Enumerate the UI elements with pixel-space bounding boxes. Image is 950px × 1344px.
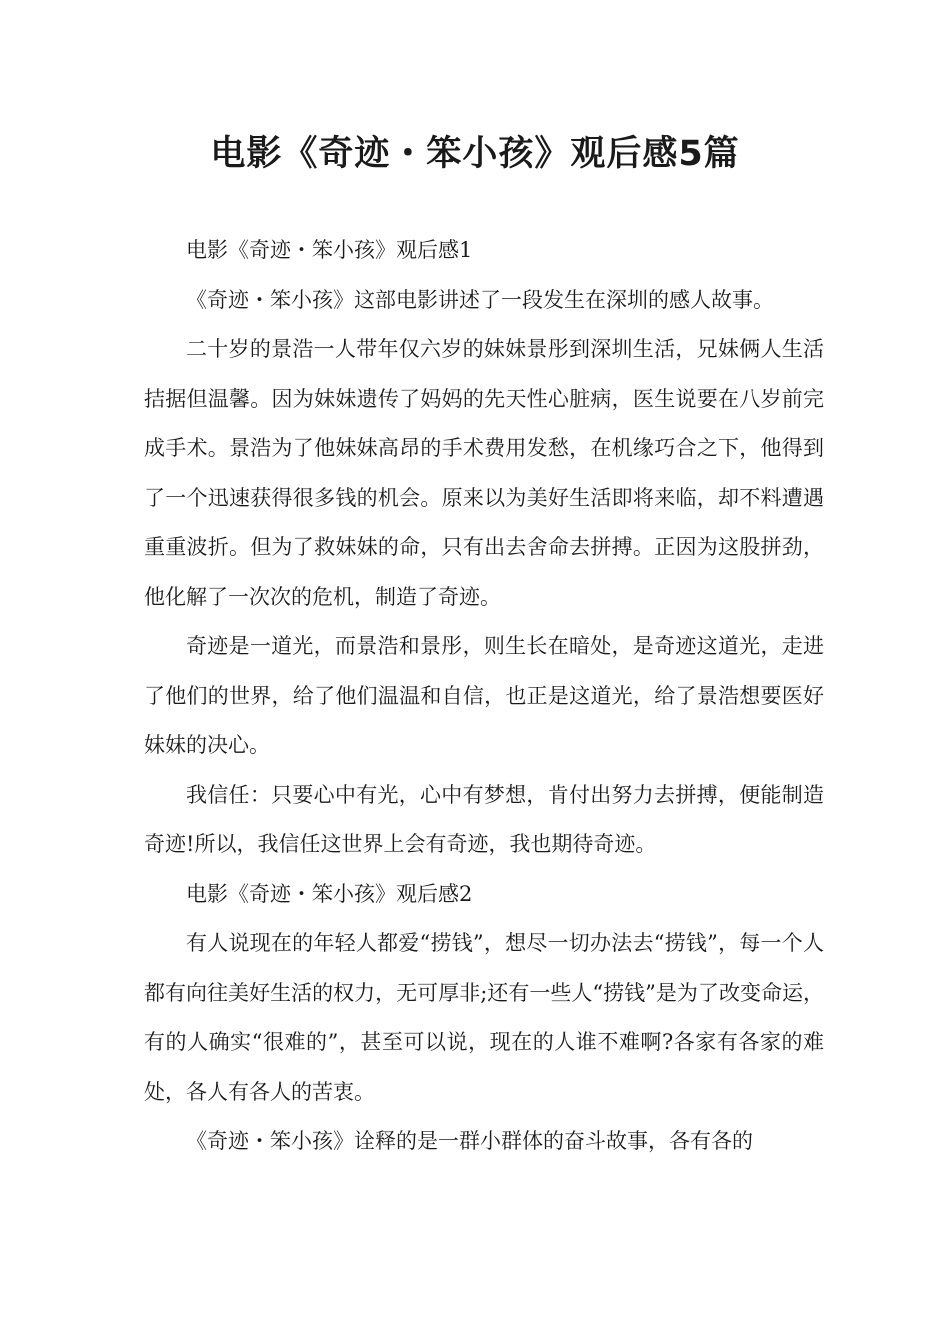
paragraph: 我信任：只要心中有光，心中有梦想，肯付出努力去拼搏，便能制造奇迹!所以，我信任这世界上会有奇迹，我也期待奇迹。 [144,782,824,856]
section-heading-1: 电影《奇迹・笨小孩》观后感1 [186,238,473,262]
document-title: 电影《奇迹・笨小孩》观后感5篇 [210,134,740,174]
paragraph: 《奇迹・笨小孩》这部电影讲述了一段发生在深圳的感人故事。 [186,287,774,312]
paragraph: 有人说现在的年轻人都爱“捞钱”，想尽一切办法去“捞钱”，每一个人都有向往美好生活的权力，无可厚非;还有一些人“捞钱”是为了改变命运，有的人确实“很难的”，甚至可以说，现在的人谁不难啊?各家有各家的难处，各人有各人的苦衷。 [144,931,824,1104]
section-heading-2: 电影《奇迹・笨小孩》观后感2 [186,881,473,906]
document-body [144,226,824,1167]
paragraph: 奇迹是一道光，而景浩和景彤，则生长在暗处，是奇迹这道光，走进了他们的世界，给了他们温温和自信，也正是这道光，给了景浩想要医好妹妹的决心。 [144,634,824,757]
paragraph: 《奇迹・笨小孩》诠释的是一群小群体的奋斗故事，各有各的 [186,1129,753,1153]
paragraph: 二十岁的景浩一人带年仅六岁的妹妹景彤到深圳生活，兄妹俩人生活拮据但温馨。因为妹妹遗传了妈妈的先天性心脏病，医生说要在八岁前完成手术。景浩为了他妹妹高昂的手术费用发愁，在机缘巧合之下，他得到了一个迅速获得很多钱的机会。原来以为美好生活即将来临，却不料遭遇重重波折。但为了救妹妹的命，只有出去舍命去拼搏。正因为这股拼劲，他化解了一次次的危机，制造了奇迹。 [144,337,824,609]
